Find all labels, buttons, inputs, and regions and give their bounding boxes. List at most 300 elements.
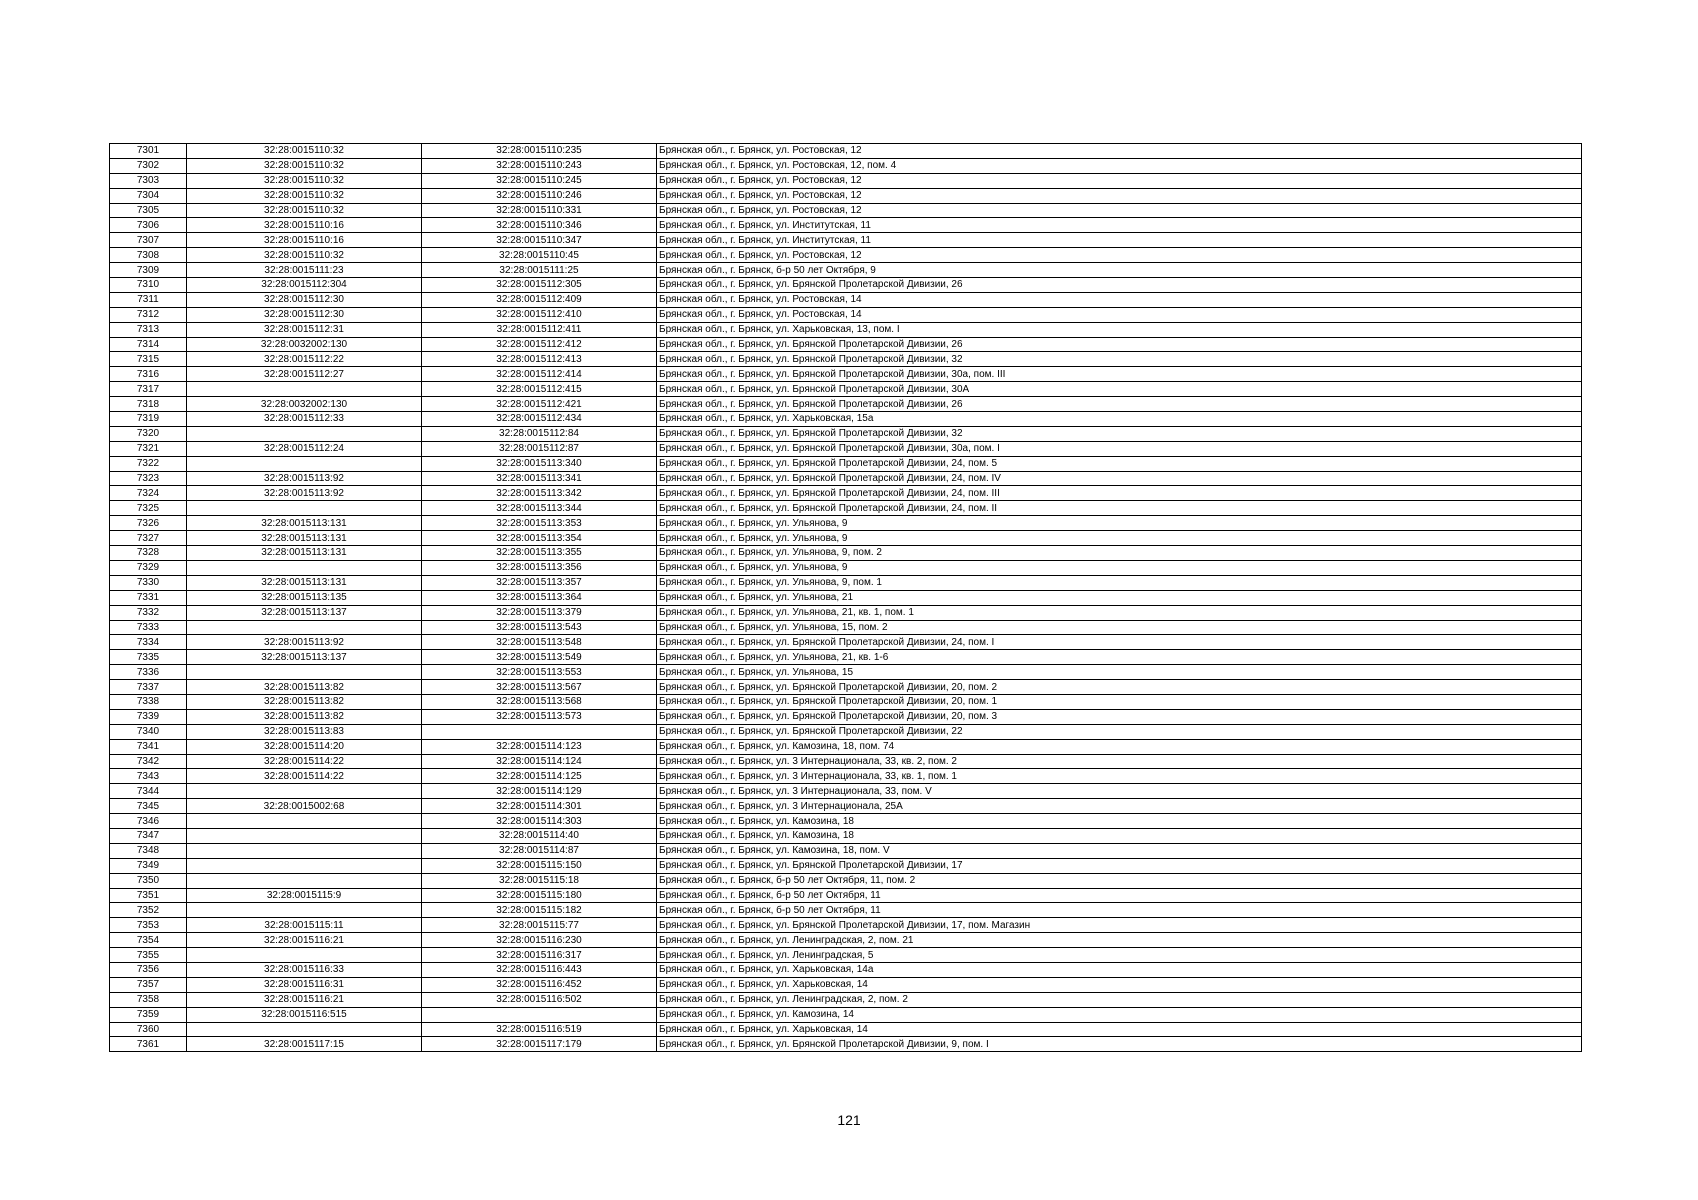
address-cell: Брянская обл., г. Брянск, ул. Брянской Пролетарской Дивизии, 26 bbox=[657, 397, 1582, 412]
object-cadastral-number-cell: 32:28:0015115:150 bbox=[422, 858, 657, 873]
address-cell: Брянская обл., г. Брянск, ул. Харьковская, 15а bbox=[657, 412, 1582, 427]
object-cadastral-number-cell: 32:28:0015114:129 bbox=[422, 784, 657, 799]
parcel-cadastral-number-cell bbox=[187, 948, 422, 963]
address-cell: Брянская обл., г. Брянск, ул. Ульянова, 21, кв. 1-6 bbox=[657, 650, 1582, 665]
row-number-cell: 7359 bbox=[110, 1007, 187, 1022]
object-cadastral-number-cell: 32:28:0015113:379 bbox=[422, 605, 657, 620]
row-number-cell: 7305 bbox=[110, 203, 187, 218]
object-cadastral-number-cell: 32:28:0015113:342 bbox=[422, 486, 657, 501]
object-cadastral-number-cell: 32:28:0015113:356 bbox=[422, 560, 657, 575]
parcel-cadastral-number-cell: 32:28:0015113:131 bbox=[187, 531, 422, 546]
parcel-cadastral-number-cell: 32:28:0015116:33 bbox=[187, 962, 422, 977]
row-number-cell: 7335 bbox=[110, 650, 187, 665]
object-cadastral-number-cell: 32:28:0015113:355 bbox=[422, 546, 657, 561]
row-number-cell: 7310 bbox=[110, 278, 187, 293]
address-cell: Брянская обл., г. Брянск, ул. Ленинградская, 2, пом. 21 bbox=[657, 933, 1582, 948]
table-row bbox=[110, 739, 1582, 754]
address-cell: Брянская обл., г. Брянск, ул. Брянской Пролетарской Дивизии, 22 bbox=[657, 724, 1582, 739]
registry-sheet bbox=[109, 143, 1581, 1052]
address-cell: Брянская обл., г. Брянск, ул. Камозина, 18 bbox=[657, 814, 1582, 829]
row-number-cell: 7318 bbox=[110, 397, 187, 412]
parcel-cadastral-number-cell: 32:28:0015110:32 bbox=[187, 173, 422, 188]
table-row bbox=[110, 918, 1582, 933]
parcel-cadastral-number-cell: 32:28:0015110:16 bbox=[187, 233, 422, 248]
object-cadastral-number-cell: 32:28:0015112:434 bbox=[422, 412, 657, 427]
table-row bbox=[110, 977, 1582, 992]
row-number-cell: 7327 bbox=[110, 531, 187, 546]
table-row bbox=[110, 635, 1582, 650]
row-number-cell: 7349 bbox=[110, 858, 187, 873]
parcel-cadastral-number-cell: 32:28:0015110:32 bbox=[187, 188, 422, 203]
row-number-cell: 7313 bbox=[110, 322, 187, 337]
address-cell: Брянская обл., г. Брянск, ул. Ульянова, 9, пом. 2 bbox=[657, 546, 1582, 561]
parcel-cadastral-number-cell: 32:28:0015115:9 bbox=[187, 888, 422, 903]
object-cadastral-number-cell: 32:28:0015112:411 bbox=[422, 322, 657, 337]
address-cell: Брянская обл., г. Брянск, ул. Брянской Пролетарской Дивизии, 24, пом. IV bbox=[657, 471, 1582, 486]
object-cadastral-number-cell: 32:28:0015114:125 bbox=[422, 769, 657, 784]
registry-table-body bbox=[110, 144, 1582, 1052]
parcel-cadastral-number-cell: 32:28:0015002:68 bbox=[187, 799, 422, 814]
row-number-cell: 7343 bbox=[110, 769, 187, 784]
row-number-cell: 7356 bbox=[110, 962, 187, 977]
parcel-cadastral-number-cell bbox=[187, 814, 422, 829]
row-number-cell: 7325 bbox=[110, 501, 187, 516]
parcel-cadastral-number-cell: 32:28:0032002:130 bbox=[187, 337, 422, 352]
object-cadastral-number-cell: 32:28:0015115:180 bbox=[422, 888, 657, 903]
row-number-cell: 7312 bbox=[110, 307, 187, 322]
address-cell: Брянская обл., г. Брянск, ул. Харьковская, 14 bbox=[657, 977, 1582, 992]
row-number-cell: 7301 bbox=[110, 144, 187, 159]
table-row bbox=[110, 233, 1582, 248]
object-cadastral-number-cell bbox=[422, 724, 657, 739]
table-row bbox=[110, 352, 1582, 367]
object-cadastral-number-cell: 32:28:0015113:340 bbox=[422, 456, 657, 471]
table-row bbox=[110, 203, 1582, 218]
object-cadastral-number-cell: 32:28:0015114:87 bbox=[422, 843, 657, 858]
row-number-cell: 7308 bbox=[110, 248, 187, 263]
table-row bbox=[110, 575, 1582, 590]
row-number-cell: 7317 bbox=[110, 382, 187, 397]
parcel-cadastral-number-cell: 32:28:0015113:131 bbox=[187, 546, 422, 561]
row-number-cell: 7350 bbox=[110, 873, 187, 888]
row-number-cell: 7320 bbox=[110, 426, 187, 441]
object-cadastral-number-cell: 32:28:0015113:341 bbox=[422, 471, 657, 486]
object-cadastral-number-cell: 32:28:0015115:182 bbox=[422, 903, 657, 918]
parcel-cadastral-number-cell: 32:28:0015115:11 bbox=[187, 918, 422, 933]
object-cadastral-number-cell: 32:28:0015114:123 bbox=[422, 739, 657, 754]
address-cell: Брянская обл., г. Брянск, ул. 3 Интернационала, 33, пом. V bbox=[657, 784, 1582, 799]
address-cell: Брянская обл., г. Брянск, ул. Брянской Пролетарской Дивизии, 17, пом. Магазин bbox=[657, 918, 1582, 933]
table-row bbox=[110, 546, 1582, 561]
parcel-cadastral-number-cell: 32:28:0015110:32 bbox=[187, 158, 422, 173]
address-cell: Брянская обл., г. Брянск, ул. Институтская, 11 bbox=[657, 233, 1582, 248]
table-row bbox=[110, 188, 1582, 203]
row-number-cell: 7351 bbox=[110, 888, 187, 903]
page-number: 121 bbox=[837, 1112, 861, 1128]
object-cadastral-number-cell: 32:28:0015113:573 bbox=[422, 709, 657, 724]
address-cell: Брянская обл., г. Брянск, ул. Брянской Пролетарской Дивизии, 26 bbox=[657, 337, 1582, 352]
registry-table bbox=[109, 143, 1582, 1052]
row-number-cell: 7316 bbox=[110, 367, 187, 382]
address-cell: Брянская обл., г. Брянск, ул. Ростовская, 12 bbox=[657, 144, 1582, 159]
address-cell: Брянская обл., г. Брянск, ул. Брянской Пролетарской Дивизии, 20, пом. 2 bbox=[657, 680, 1582, 695]
address-cell: Брянская обл., г. Брянск, ул. Камозина, 18 bbox=[657, 828, 1582, 843]
table-row bbox=[110, 799, 1582, 814]
parcel-cadastral-number-cell: 32:28:0015114:22 bbox=[187, 754, 422, 769]
row-number-cell: 7334 bbox=[110, 635, 187, 650]
table-row bbox=[110, 1022, 1582, 1037]
row-number-cell: 7329 bbox=[110, 560, 187, 575]
address-cell: Брянская обл., г. Брянск, ул. Ростовская, 12 bbox=[657, 248, 1582, 263]
address-cell: Брянская обл., г. Брянск, б-р 50 лет Октября, 11, пом. 2 bbox=[657, 873, 1582, 888]
table-row bbox=[110, 173, 1582, 188]
parcel-cadastral-number-cell bbox=[187, 456, 422, 471]
row-number-cell: 7358 bbox=[110, 992, 187, 1007]
object-cadastral-number-cell: 32:28:0015112:413 bbox=[422, 352, 657, 367]
object-cadastral-number-cell: 32:28:0015116:452 bbox=[422, 977, 657, 992]
row-number-cell: 7333 bbox=[110, 620, 187, 635]
address-cell: Брянская обл., г. Брянск, ул. Харьковская, 14а bbox=[657, 962, 1582, 977]
table-row bbox=[110, 471, 1582, 486]
address-cell: Брянская обл., г. Брянск, ул. Харьковская, 13, пом. I bbox=[657, 322, 1582, 337]
parcel-cadastral-number-cell: 32:28:0015113:131 bbox=[187, 516, 422, 531]
parcel-cadastral-number-cell bbox=[187, 620, 422, 635]
object-cadastral-number-cell bbox=[422, 1007, 657, 1022]
parcel-cadastral-number-cell: 32:28:0015116:21 bbox=[187, 933, 422, 948]
parcel-cadastral-number-cell bbox=[187, 873, 422, 888]
address-cell: Брянская обл., г. Брянск, ул. Ульянова, 9 bbox=[657, 516, 1582, 531]
parcel-cadastral-number-cell: 32:28:0015113:92 bbox=[187, 471, 422, 486]
table-row bbox=[110, 1007, 1582, 1022]
row-number-cell: 7331 bbox=[110, 590, 187, 605]
parcel-cadastral-number-cell: 32:28:0015110:32 bbox=[187, 203, 422, 218]
table-row bbox=[110, 441, 1582, 456]
table-row bbox=[110, 531, 1582, 546]
object-cadastral-number-cell: 32:28:0015113:364 bbox=[422, 590, 657, 605]
object-cadastral-number-cell: 32:28:0015117:179 bbox=[422, 1037, 657, 1052]
parcel-cadastral-number-cell bbox=[187, 843, 422, 858]
table-row bbox=[110, 933, 1582, 948]
object-cadastral-number-cell: 32:28:0015115:77 bbox=[422, 918, 657, 933]
table-row bbox=[110, 948, 1582, 963]
object-cadastral-number-cell: 32:28:0015110:331 bbox=[422, 203, 657, 218]
table-row bbox=[110, 158, 1582, 173]
object-cadastral-number-cell: 32:28:0015113:357 bbox=[422, 575, 657, 590]
address-cell: Брянская обл., г. Брянск, ул. Брянской Пролетарской Дивизии, 17 bbox=[657, 858, 1582, 873]
address-cell: Брянская обл., г. Брянск, ул. Брянской Пролетарской Дивизии, 30а, пом. I bbox=[657, 441, 1582, 456]
table-row bbox=[110, 605, 1582, 620]
row-number-cell: 7347 bbox=[110, 828, 187, 843]
table-row bbox=[110, 367, 1582, 382]
address-cell: Брянская обл., г. Брянск, ул. Ульянова, 9 bbox=[657, 560, 1582, 575]
table-row bbox=[110, 560, 1582, 575]
table-row bbox=[110, 412, 1582, 427]
address-cell: Брянская обл., г. Брянск, ул. Камозина, 14 bbox=[657, 1007, 1582, 1022]
object-cadastral-number-cell: 32:28:0015112:410 bbox=[422, 307, 657, 322]
parcel-cadastral-number-cell: 32:28:0015112:31 bbox=[187, 322, 422, 337]
table-row bbox=[110, 903, 1582, 918]
table-row bbox=[110, 516, 1582, 531]
parcel-cadastral-number-cell: 32:28:0015113:82 bbox=[187, 709, 422, 724]
row-number-cell: 7346 bbox=[110, 814, 187, 829]
object-cadastral-number-cell: 32:28:0015116:443 bbox=[422, 962, 657, 977]
object-cadastral-number-cell: 32:28:0015112:415 bbox=[422, 382, 657, 397]
table-row bbox=[110, 322, 1582, 337]
object-cadastral-number-cell: 32:28:0015112:421 bbox=[422, 397, 657, 412]
object-cadastral-number-cell: 32:28:0015116:519 bbox=[422, 1022, 657, 1037]
object-cadastral-number-cell: 32:28:0015112:409 bbox=[422, 292, 657, 307]
parcel-cadastral-number-cell: 32:28:0015112:24 bbox=[187, 441, 422, 456]
table-row bbox=[110, 784, 1582, 799]
table-row bbox=[110, 337, 1582, 352]
address-cell: Брянская обл., г. Брянск, ул. Харьковская, 14 bbox=[657, 1022, 1582, 1037]
parcel-cadastral-number-cell: 32:28:0015112:30 bbox=[187, 307, 422, 322]
object-cadastral-number-cell: 32:28:0015110:346 bbox=[422, 218, 657, 233]
parcel-cadastral-number-cell: 32:28:0015114:22 bbox=[187, 769, 422, 784]
address-cell: Брянская обл., г. Брянск, ул. Брянской Пролетарской Дивизии, 20, пом. 1 bbox=[657, 694, 1582, 709]
table-row bbox=[110, 843, 1582, 858]
table-row bbox=[110, 263, 1582, 278]
row-number-cell: 7323 bbox=[110, 471, 187, 486]
table-row bbox=[110, 873, 1582, 888]
parcel-cadastral-number-cell: 32:28:0015113:135 bbox=[187, 590, 422, 605]
object-cadastral-number-cell: 32:28:0015113:354 bbox=[422, 531, 657, 546]
row-number-cell: 7344 bbox=[110, 784, 187, 799]
table-row bbox=[110, 769, 1582, 784]
table-row bbox=[110, 590, 1582, 605]
row-number-cell: 7322 bbox=[110, 456, 187, 471]
parcel-cadastral-number-cell: 32:28:0015113:82 bbox=[187, 680, 422, 695]
parcel-cadastral-number-cell bbox=[187, 1022, 422, 1037]
table-row bbox=[110, 992, 1582, 1007]
row-number-cell: 7339 bbox=[110, 709, 187, 724]
parcel-cadastral-number-cell bbox=[187, 784, 422, 799]
parcel-cadastral-number-cell: 32:28:0015112:30 bbox=[187, 292, 422, 307]
parcel-cadastral-number-cell bbox=[187, 382, 422, 397]
address-cell: Брянская обл., г. Брянск, ул. Брянской Пролетарской Дивизии, 30А bbox=[657, 382, 1582, 397]
object-cadastral-number-cell: 32:28:0015112:412 bbox=[422, 337, 657, 352]
address-cell: Брянская обл., г. Брянск, ул. 3 Интернационала, 33, кв. 1, пом. 1 bbox=[657, 769, 1582, 784]
row-number-cell: 7324 bbox=[110, 486, 187, 501]
table-row bbox=[110, 724, 1582, 739]
row-number-cell: 7354 bbox=[110, 933, 187, 948]
parcel-cadastral-number-cell bbox=[187, 828, 422, 843]
address-cell: Брянская обл., г. Брянск, ул. Брянской Пролетарской Дивизии, 20, пом. 3 bbox=[657, 709, 1582, 724]
address-cell: Брянская обл., г. Брянск, ул. Ростовская, 12 bbox=[657, 203, 1582, 218]
row-number-cell: 7345 bbox=[110, 799, 187, 814]
table-row bbox=[110, 962, 1582, 977]
row-number-cell: 7314 bbox=[110, 337, 187, 352]
row-number-cell: 7352 bbox=[110, 903, 187, 918]
address-cell: Брянская обл., г. Брянск, ул. Ростовская, 12 bbox=[657, 188, 1582, 203]
row-number-cell: 7303 bbox=[110, 173, 187, 188]
row-number-cell: 7326 bbox=[110, 516, 187, 531]
object-cadastral-number-cell: 32:28:0015113:549 bbox=[422, 650, 657, 665]
parcel-cadastral-number-cell: 32:28:0015114:20 bbox=[187, 739, 422, 754]
object-cadastral-number-cell: 32:28:0015110:45 bbox=[422, 248, 657, 263]
parcel-cadastral-number-cell: 32:28:0015113:82 bbox=[187, 694, 422, 709]
object-cadastral-number-cell: 32:28:0015113:567 bbox=[422, 680, 657, 695]
parcel-cadastral-number-cell: 32:28:0015113:83 bbox=[187, 724, 422, 739]
row-number-cell: 7311 bbox=[110, 292, 187, 307]
row-number-cell: 7341 bbox=[110, 739, 187, 754]
row-number-cell: 7348 bbox=[110, 843, 187, 858]
table-row bbox=[110, 456, 1582, 471]
table-row bbox=[110, 694, 1582, 709]
table-row bbox=[110, 397, 1582, 412]
address-cell: Брянская обл., г. Брянск, б-р 50 лет Октября, 11 bbox=[657, 888, 1582, 903]
address-cell: Брянская обл., г. Брянск, ул. Брянской Пролетарской Дивизии, 30а, пом. III bbox=[657, 367, 1582, 382]
row-number-cell: 7321 bbox=[110, 441, 187, 456]
object-cadastral-number-cell: 32:28:0015114:301 bbox=[422, 799, 657, 814]
row-number-cell: 7340 bbox=[110, 724, 187, 739]
parcel-cadastral-number-cell: 32:28:0015113:92 bbox=[187, 635, 422, 650]
table-row bbox=[110, 828, 1582, 843]
row-number-cell: 7306 bbox=[110, 218, 187, 233]
object-cadastral-number-cell: 32:28:0015110:246 bbox=[422, 188, 657, 203]
address-cell: Брянская обл., г. Брянск, ул. Ростовская, 14 bbox=[657, 307, 1582, 322]
address-cell: Брянская обл., г. Брянск, ул. Ульянова, 21, кв. 1, пом. 1 bbox=[657, 605, 1582, 620]
parcel-cadastral-number-cell: 32:28:0015110:32 bbox=[187, 144, 422, 159]
object-cadastral-number-cell: 32:28:0015116:502 bbox=[422, 992, 657, 1007]
address-cell: Брянская обл., г. Брянск, ул. Камозина, 18, пом. V bbox=[657, 843, 1582, 858]
address-cell: Брянская обл., г. Брянск, ул. 3 Интернационала, 33, кв. 2, пом. 2 bbox=[657, 754, 1582, 769]
table-row bbox=[110, 292, 1582, 307]
parcel-cadastral-number-cell: 32:28:0015112:304 bbox=[187, 278, 422, 293]
row-number-cell: 7328 bbox=[110, 546, 187, 561]
row-number-cell: 7337 bbox=[110, 680, 187, 695]
address-cell: Брянская обл., г. Брянск, ул. Брянской Пролетарской Дивизии, 24, пом. 5 bbox=[657, 456, 1582, 471]
parcel-cadastral-number-cell bbox=[187, 903, 422, 918]
address-cell: Брянская обл., г. Брянск, ул. 3 Интернационала, 25А bbox=[657, 799, 1582, 814]
table-row bbox=[110, 888, 1582, 903]
object-cadastral-number-cell: 32:28:0015115:18 bbox=[422, 873, 657, 888]
object-cadastral-number-cell: 32:28:0015113:568 bbox=[422, 694, 657, 709]
table-row bbox=[110, 1037, 1582, 1052]
address-cell: Брянская обл., г. Брянск, ул. Ленинградская, 5 bbox=[657, 948, 1582, 963]
address-cell: Брянская обл., г. Брянск, ул. Ульянова, 15, пом. 2 bbox=[657, 620, 1582, 635]
object-cadastral-number-cell: 32:28:0015113:543 bbox=[422, 620, 657, 635]
object-cadastral-number-cell: 32:28:0015114:303 bbox=[422, 814, 657, 829]
address-cell: Брянская обл., г. Брянск, ул. Ростовская, 14 bbox=[657, 292, 1582, 307]
object-cadastral-number-cell: 32:28:0015114:40 bbox=[422, 828, 657, 843]
object-cadastral-number-cell: 32:28:0015113:353 bbox=[422, 516, 657, 531]
table-row bbox=[110, 858, 1582, 873]
row-number-cell: 7309 bbox=[110, 263, 187, 278]
table-row bbox=[110, 620, 1582, 635]
parcel-cadastral-number-cell bbox=[187, 501, 422, 516]
row-number-cell: 7338 bbox=[110, 694, 187, 709]
row-number-cell: 7307 bbox=[110, 233, 187, 248]
row-number-cell: 7332 bbox=[110, 605, 187, 620]
parcel-cadastral-number-cell: 32:28:0015110:32 bbox=[187, 248, 422, 263]
table-row bbox=[110, 709, 1582, 724]
parcel-cadastral-number-cell: 32:28:0015117:15 bbox=[187, 1037, 422, 1052]
table-row bbox=[110, 680, 1582, 695]
table-row bbox=[110, 501, 1582, 516]
object-cadastral-number-cell: 32:28:0015110:347 bbox=[422, 233, 657, 248]
address-cell: Брянская обл., г. Брянск, ул. Камозина, 18, пом. 74 bbox=[657, 739, 1582, 754]
parcel-cadastral-number-cell bbox=[187, 426, 422, 441]
row-number-cell: 7330 bbox=[110, 575, 187, 590]
address-cell: Брянская обл., г. Брянск, ул. Брянской Пролетарской Дивизии, 26 bbox=[657, 278, 1582, 293]
table-row bbox=[110, 486, 1582, 501]
parcel-cadastral-number-cell: 32:28:0015113:92 bbox=[187, 486, 422, 501]
address-cell: Брянская обл., г. Брянск, ул. Ростовская, 12, пом. 4 bbox=[657, 158, 1582, 173]
address-cell: Брянская обл., г. Брянск, ул. Брянской Пролетарской Дивизии, 24, пом. I bbox=[657, 635, 1582, 650]
address-cell: Брянская обл., г. Брянск, ул. Ульянова, 9 bbox=[657, 531, 1582, 546]
address-cell: Брянская обл., г. Брянск, ул. Институтская, 11 bbox=[657, 218, 1582, 233]
parcel-cadastral-number-cell: 32:28:0015112:27 bbox=[187, 367, 422, 382]
row-number-cell: 7342 bbox=[110, 754, 187, 769]
row-number-cell: 7319 bbox=[110, 412, 187, 427]
table-row bbox=[110, 144, 1582, 159]
address-cell: Брянская обл., г. Брянск, ул. Ульянова, 21 bbox=[657, 590, 1582, 605]
object-cadastral-number-cell: 32:28:0015112:414 bbox=[422, 367, 657, 382]
object-cadastral-number-cell: 32:28:0015116:317 bbox=[422, 948, 657, 963]
table-row bbox=[110, 754, 1582, 769]
table-row bbox=[110, 307, 1582, 322]
object-cadastral-number-cell: 32:28:0015114:124 bbox=[422, 754, 657, 769]
address-cell: Брянская обл., г. Брянск, ул. Брянской Пролетарской Дивизии, 32 bbox=[657, 426, 1582, 441]
row-number-cell: 7302 bbox=[110, 158, 187, 173]
address-cell: Брянская обл., г. Брянск, ул. Ленинградская, 2, пом. 2 bbox=[657, 992, 1582, 1007]
address-cell: Брянская обл., г. Брянск, ул. Ростовская, 12 bbox=[657, 173, 1582, 188]
object-cadastral-number-cell: 32:28:0015110:243 bbox=[422, 158, 657, 173]
row-number-cell: 7336 bbox=[110, 665, 187, 680]
object-cadastral-number-cell: 32:28:0015111:25 bbox=[422, 263, 657, 278]
object-cadastral-number-cell: 32:28:0015112:84 bbox=[422, 426, 657, 441]
parcel-cadastral-number-cell: 32:28:0015111:23 bbox=[187, 263, 422, 278]
row-number-cell: 7361 bbox=[110, 1037, 187, 1052]
table-row bbox=[110, 278, 1582, 293]
table-row bbox=[110, 248, 1582, 263]
parcel-cadastral-number-cell bbox=[187, 560, 422, 575]
object-cadastral-number-cell: 32:28:0015110:235 bbox=[422, 144, 657, 159]
table-row bbox=[110, 426, 1582, 441]
row-number-cell: 7357 bbox=[110, 977, 187, 992]
parcel-cadastral-number-cell bbox=[187, 858, 422, 873]
parcel-cadastral-number-cell: 32:28:0032002:130 bbox=[187, 397, 422, 412]
table-row bbox=[110, 814, 1582, 829]
table-row bbox=[110, 218, 1582, 233]
parcel-cadastral-number-cell: 32:28:0015113:131 bbox=[187, 575, 422, 590]
parcel-cadastral-number-cell: 32:28:0015112:22 bbox=[187, 352, 422, 367]
row-number-cell: 7355 bbox=[110, 948, 187, 963]
address-cell: Брянская обл., г. Брянск, б-р 50 лет Октября, 9 bbox=[657, 263, 1582, 278]
row-number-cell: 7315 bbox=[110, 352, 187, 367]
table-row bbox=[110, 650, 1582, 665]
row-number-cell: 7304 bbox=[110, 188, 187, 203]
table-row bbox=[110, 382, 1582, 397]
object-cadastral-number-cell: 32:28:0015113:548 bbox=[422, 635, 657, 650]
parcel-cadastral-number-cell: 32:28:0015116:31 bbox=[187, 977, 422, 992]
parcel-cadastral-number-cell: 32:28:0015110:16 bbox=[187, 218, 422, 233]
parcel-cadastral-number-cell: 32:28:0015116:21 bbox=[187, 992, 422, 1007]
object-cadastral-number-cell: 32:28:0015116:230 bbox=[422, 933, 657, 948]
address-cell: Брянская обл., г. Брянск, ул. Брянской Пролетарской Дивизии, 24, пом. II bbox=[657, 501, 1582, 516]
address-cell: Брянская обл., г. Брянск, ул. Брянской Пролетарской Дивизии, 24, пом. III bbox=[657, 486, 1582, 501]
object-cadastral-number-cell: 32:28:0015110:245 bbox=[422, 173, 657, 188]
object-cadastral-number-cell: 32:28:0015113:344 bbox=[422, 501, 657, 516]
row-number-cell: 7360 bbox=[110, 1022, 187, 1037]
parcel-cadastral-number-cell: 32:28:0015112:33 bbox=[187, 412, 422, 427]
address-cell: Брянская обл., г. Брянск, ул. Ульянова, 15 bbox=[657, 665, 1582, 680]
table-row bbox=[110, 665, 1582, 680]
row-number-cell: 7353 bbox=[110, 918, 187, 933]
address-cell: Брянская обл., г. Брянск, ул. Брянской Пролетарской Дивизии, 32 bbox=[657, 352, 1582, 367]
address-cell: Брянская обл., г. Брянск, ул. Брянской Пролетарской Дивизии, 9, пом. I bbox=[657, 1037, 1582, 1052]
